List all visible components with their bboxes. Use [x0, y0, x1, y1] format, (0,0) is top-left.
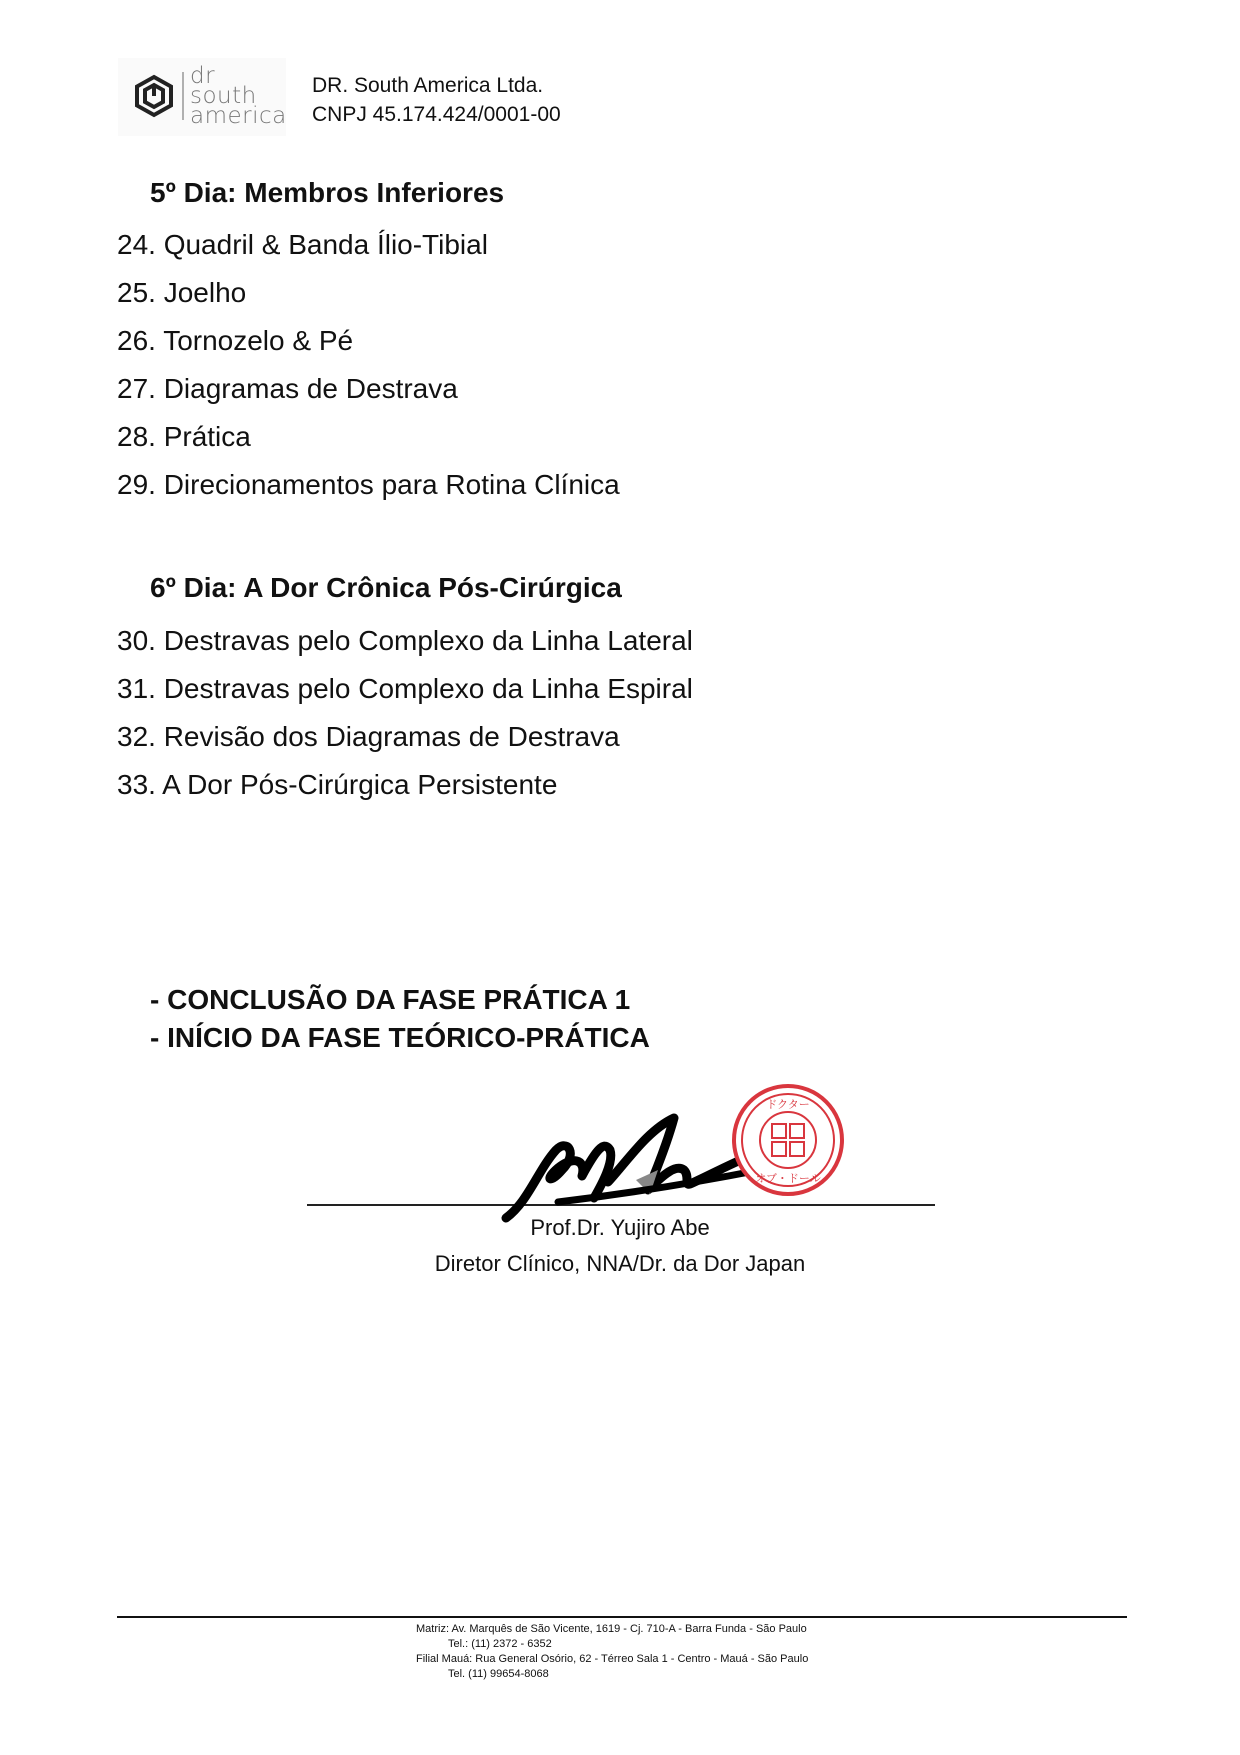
day5-title: 5º Dia: Membros Inferiores — [150, 177, 505, 208]
logo-word-south: south — [190, 83, 257, 109]
svg-text:オブ・ドール: オブ・ドール — [755, 1172, 821, 1185]
phase-notes — [150, 981, 650, 1057]
list-item: 28. Prática — [117, 421, 251, 452]
footer-filial-phone: Tel. (11) 99654-8068 — [448, 1668, 549, 1680]
signer-name: Prof.Dr. Yujiro Abe — [530, 1215, 710, 1240]
footer-addresses — [416, 1622, 808, 1682]
company-logo — [118, 58, 286, 136]
day5-item-list — [117, 221, 620, 509]
day6-item-list — [117, 617, 693, 809]
signer-role: Diretor Clínico, NNA/Dr. da Dor Japan — [434, 1251, 806, 1276]
list-item: 31. Destravas pelo Complexo da Linha Espiral — [117, 673, 693, 704]
logo-divider — [182, 72, 184, 120]
company-info — [312, 71, 561, 129]
list-item: 29. Direcionamentos para Rotina Clínica — [117, 469, 620, 500]
list-item: 26. Tornozelo & Pé — [117, 325, 354, 356]
list-item: 32. Revisão dos Diagramas de Destrava — [117, 721, 620, 752]
logo-word-america: america — [190, 103, 287, 129]
logo-wordmark — [190, 63, 287, 129]
logo-hexagon-icon — [132, 74, 176, 118]
svg-text:ドクター: ドクター — [766, 1098, 810, 1111]
list-item: 25. Joelho — [117, 277, 247, 308]
official-seal-stamp — [730, 1082, 846, 1198]
list-item: 27. Diagramas de Destrava — [117, 373, 458, 404]
list-item: 24. Quadril & Banda Ílio-Tibial — [117, 229, 488, 260]
day6-title: 6º Dia: A Dor Crônica Pós-Cirúrgica — [150, 572, 622, 603]
footer-divider — [117, 1616, 1127, 1618]
footer-filial-address: Filial Mauá: Rua General Osório, 62 - Térreo Sala 1 - Centro - Mauá - São Paulo — [416, 1653, 809, 1665]
phase-conclusion-note: - CONCLUSÃO DA FASE PRÁTICA 1 — [150, 984, 631, 1015]
footer-matriz-address: Matriz: Av. Marquês de São Vicente, 1619 - Cj. 710-A - Barra Funda - São Paulo — [416, 1623, 807, 1635]
list-item: 33. A Dor Pós-Cirúrgica Persistente — [117, 769, 558, 800]
logo-word-dr: dr — [190, 63, 216, 89]
list-item: 30. Destravas pelo Complexo da Linha Lateral — [117, 625, 693, 656]
footer-matriz-phone: Tel.: (11) 2372 - 6352 — [448, 1638, 552, 1650]
company-name: DR. South America Ltda. — [312, 74, 544, 97]
signer-info — [300, 1210, 940, 1282]
phase-start-note: - INÍCIO DA FASE TEÓRICO-PRÁTICA — [150, 1022, 650, 1053]
company-cnpj: CNPJ 45.174.424/0001-00 — [312, 103, 561, 126]
